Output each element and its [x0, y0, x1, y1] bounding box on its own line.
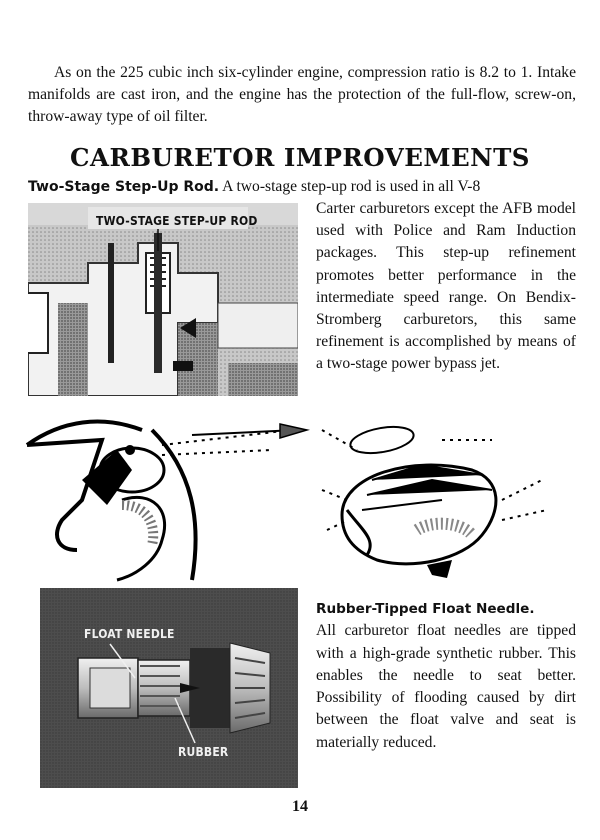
- float-needle-lead: Rubber-Tipped Float Needle.: [316, 601, 535, 617]
- step-up-rod-label: TWO-STAGE STEP-UP ROD: [96, 214, 258, 228]
- cartoon-illustration: [22, 410, 582, 585]
- cartoon-drawing: [22, 410, 582, 585]
- float-needle-image: [40, 588, 298, 788]
- float-needle-photo: [40, 588, 298, 788]
- page-number: 14: [292, 798, 308, 815]
- step-up-rod-photo: [28, 203, 298, 396]
- rubber-label: RUBBER: [178, 745, 229, 759]
- intro-text: As on the 225 cubic inch six-cylinder engine, compression ratio is 8.2 to 1. Intake manifolds are cast iron, and the engine has the protection of the full-flow, screw-on, throw-away type of oil filter.: [28, 64, 576, 125]
- float-needle-text: All carburetor float needles are tipped with a high-grade synthetic rubber. This enables the needle to seat better. Possibility of flooding caused by dirt between the float valve and seat is materially reduced.: [316, 622, 576, 751]
- step-up-rod-lead-line: [28, 176, 576, 198]
- step-up-rod-body: [316, 198, 576, 376]
- intro-paragraph: [28, 62, 576, 128]
- section-heading: CARBURETOR IMPROVEMENTS: [69, 143, 530, 172]
- carburetor-cutaway-image: [28, 203, 298, 396]
- step-up-rod-lead: Two-Stage Step-Up Rod.: [28, 179, 220, 195]
- float-needle-section: [316, 598, 576, 754]
- step-up-rod-text: Carter carburetors except the AFB model used with Police and Ram Induction packages. This step-up refinement promotes better performance in the intermediate speed range. On Bendix-Stromberg carburetors, this same refinement is accomplished by means of a two-stage power bypass jet.: [316, 200, 576, 373]
- step-up-rod-first-line: A two-stage step-up rod is used in all V-8: [222, 178, 481, 195]
- float-needle-label: FLOAT NEEDLE: [84, 627, 175, 641]
